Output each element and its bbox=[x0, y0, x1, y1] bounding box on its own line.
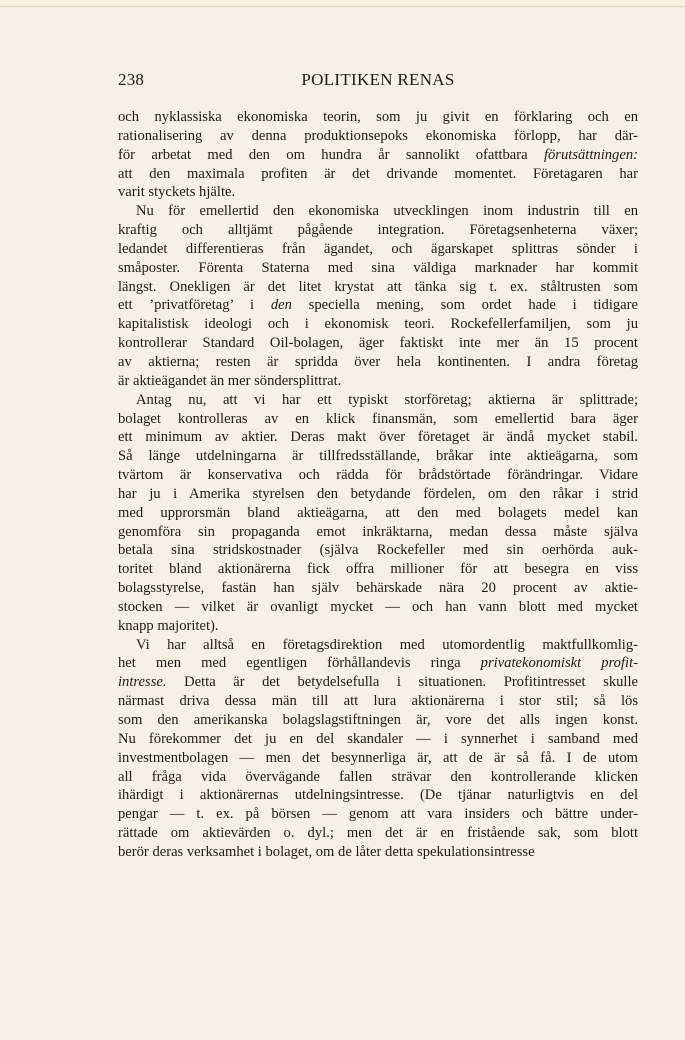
text-line bbox=[118, 654, 638, 673]
line-text: med upprorsmän bland aktieägarna, att den med bolagets medel kan bbox=[118, 504, 638, 521]
line-text: berör deras verksamhet i bolaget, om de låter detta spekulationsintresse bbox=[118, 843, 535, 860]
italic-text: privatekonomiskt profit- bbox=[480, 655, 638, 672]
line-text: pengar — t. ex. på börsen — genom att vara insiders och bättre under- bbox=[118, 806, 638, 823]
text-line bbox=[118, 315, 638, 334]
italic-text: intresse. bbox=[118, 674, 167, 691]
italic-text: förutsättningen: bbox=[543, 146, 638, 163]
text-line bbox=[118, 598, 638, 617]
line-text: het men med egentligen förhållandevis ringa bbox=[118, 655, 481, 672]
text-line bbox=[118, 428, 638, 447]
line-text: och nyklassiska ekonomiska teorin, som ju givit en förklaring och en bbox=[118, 109, 638, 125]
italic-text: den bbox=[270, 297, 292, 314]
line-text: varit styckets hjälte. bbox=[118, 184, 236, 201]
line-text: Nu förekommer det ju en del skandaler — i synnerhet i samband med bbox=[118, 730, 638, 747]
line-text: att den maximala profiten är det drivande momentet. Företagaren har bbox=[118, 165, 638, 182]
line-text: bolagsstyrelse, fastän han själv behärskade nära 20 procent av aktie- bbox=[118, 580, 638, 597]
text-line bbox=[118, 523, 638, 542]
line-text: Vi har alltså en företagsdirektion med utomordentlig maktfullkomlig- bbox=[136, 636, 638, 653]
line-text: Nu för emellertid den ekonomiska utvecklingen inom industrin till en bbox=[136, 203, 638, 220]
paragraph bbox=[118, 202, 638, 390]
line-text: närmast driva dessa män till att lura aktionärerna i stor stil; så lös bbox=[118, 693, 638, 710]
text-line bbox=[118, 579, 638, 598]
text-line bbox=[118, 466, 638, 485]
text-line bbox=[118, 617, 638, 636]
line-text: rationalisering av denna produktionsepoks ekonomiska förlopp, har där- bbox=[118, 127, 638, 144]
text-line bbox=[118, 504, 638, 523]
line-text: längst. Onekligen är det litet krystat att tänka sig t. ex. ståltrusten som bbox=[118, 278, 638, 295]
line-text: genomföra sin propaganda emot inkräktarna, medan dessa måste själva bbox=[118, 523, 638, 540]
line-text: ledandet differentieras från ägandet, och ägarskapet splittras sönder i bbox=[118, 240, 638, 257]
running-title: POLITIKEN RENAS bbox=[301, 70, 455, 89]
line-text: av aktierna; resten är spridda över hela kontinenten. I andra företag bbox=[118, 353, 638, 370]
text-line bbox=[118, 410, 638, 429]
paragraph bbox=[118, 636, 638, 862]
text-line bbox=[118, 259, 638, 278]
text-line bbox=[118, 749, 638, 768]
line-text: kontrollerar Standard Oil-bolagen, äger faktiskt inte mer än 15 procent bbox=[118, 335, 638, 352]
text-line bbox=[118, 730, 638, 749]
text-line bbox=[118, 711, 638, 730]
line-text: bolaget kontrolleras av en klick finansmän, som emellertid bara äger bbox=[118, 410, 638, 427]
text-line bbox=[118, 165, 638, 184]
text-line bbox=[118, 485, 638, 504]
line-text: rättade om aktievärden o. dyl.; men det är en fristående sak, som blott bbox=[118, 825, 638, 842]
text-line bbox=[118, 127, 638, 146]
line-text: toritet bland aktionärerna fick offra millioner för att besegra en viss bbox=[118, 561, 638, 578]
line-text: kraftig och alltjämt pågående integration. Företagsenheterna växer; bbox=[118, 222, 638, 239]
text-line bbox=[118, 296, 638, 315]
line-text: småposter. Förenta Staterna med sina väldiga marknader har kommit bbox=[118, 259, 638, 276]
text-line bbox=[118, 202, 638, 221]
text-line bbox=[118, 843, 638, 862]
line-text: knapp majoritet). bbox=[118, 617, 219, 634]
text-line bbox=[118, 334, 638, 353]
text-line bbox=[118, 221, 638, 240]
text-line bbox=[118, 240, 638, 259]
text-line bbox=[118, 353, 638, 372]
line-text: investmentbolagen — men det besynnerliga är, att de är så få. I de utom bbox=[118, 749, 638, 766]
paragraph bbox=[118, 108, 638, 202]
text-line bbox=[118, 636, 638, 655]
line-text: tvärtom är konservativa och rädda för brådstörtade förändringar. Vidare bbox=[118, 467, 638, 484]
text-line bbox=[118, 560, 638, 579]
text-line bbox=[118, 824, 638, 843]
text-line bbox=[118, 805, 638, 824]
line-text: ett ’privatföretag’ i bbox=[118, 297, 271, 314]
line-text: ett minimum av aktier. Deras makt över företaget är ändå mycket stabil. bbox=[118, 429, 638, 446]
line-text: stocken — vilket är ovanligt mycket — och han vann blott med mycket bbox=[118, 598, 638, 615]
paragraph bbox=[118, 391, 638, 636]
line-text: för arbetat med den om hundra år sannolikt ofattbara bbox=[118, 146, 544, 163]
text-line bbox=[118, 447, 638, 466]
text-line bbox=[118, 146, 638, 165]
page-number: 238 bbox=[118, 70, 145, 89]
line-text: som den amerikanska bolagslagstiftningen är, vore det alls ingen konst. bbox=[118, 712, 638, 728]
text-line bbox=[118, 391, 638, 410]
text-line bbox=[118, 183, 638, 202]
line-text: ihärdigt i aktionärernas utdelningsintresse. (De tjänar naturligtvis en del bbox=[118, 787, 638, 804]
text-line bbox=[118, 786, 638, 805]
text-line bbox=[118, 768, 638, 787]
line-text: Så länge utdelningarna är tillfredsställande, bråkar inte aktieägarna, som bbox=[118, 448, 638, 465]
line-text: är aktieägandet än mer söndersplittrat. bbox=[118, 372, 342, 389]
text-line bbox=[118, 692, 638, 711]
line-text: kapitalistisk ideologi och i ekonomisk teori. Rockefellerfamiljen, som ju bbox=[118, 316, 638, 333]
text-line bbox=[118, 372, 638, 391]
line-text: speciella mening, som ordet hade i tidigare bbox=[291, 297, 639, 314]
text-line bbox=[118, 108, 638, 127]
text-line bbox=[118, 278, 638, 297]
line-text: Detta är det betydelsefulla i situationen. Profitintresset skulle bbox=[166, 674, 638, 691]
text-line bbox=[118, 673, 638, 692]
page-header bbox=[118, 70, 638, 96]
body-text bbox=[118, 108, 638, 862]
line-text: Antag nu, att vi har ett typiskt storföretag; aktierna är splittrade; bbox=[136, 391, 638, 408]
line-text: all fråga vida övervägande fallen strävar den kontrollerande klicken bbox=[118, 768, 638, 785]
page-edge-line bbox=[0, 6, 685, 7]
text-line bbox=[118, 541, 638, 560]
line-text: har ju i Amerika styrelsen den betydande fördelen, om den råkar i strid bbox=[118, 485, 638, 502]
line-text: betala sina stridskostnader (själva Rockefeller med sin oerhörda auk- bbox=[118, 542, 638, 559]
